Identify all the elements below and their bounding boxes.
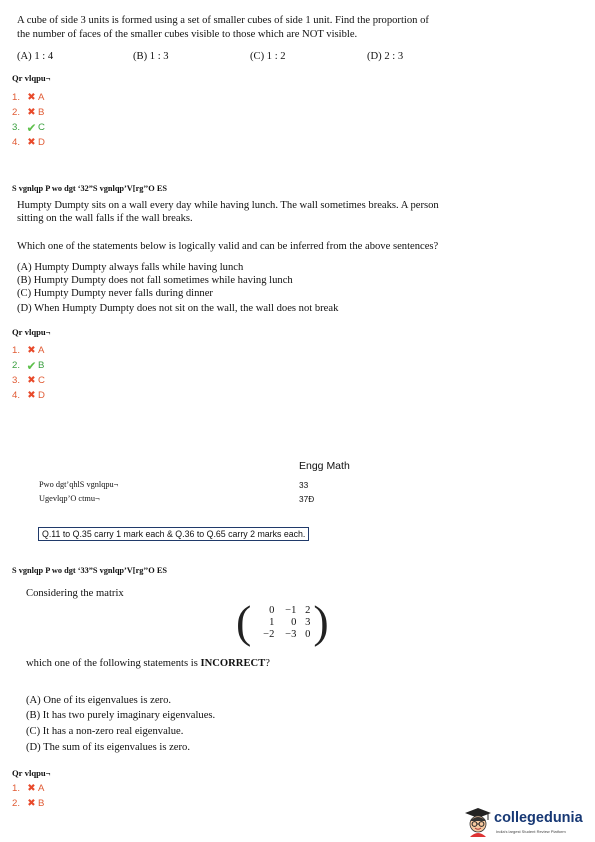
check-icon: ✔ bbox=[26, 358, 37, 373]
q3-question bbox=[26, 657, 270, 670]
q1-answer-row[interactable] bbox=[12, 120, 45, 135]
matrix-cell: 0 bbox=[291, 616, 297, 628]
left-paren: ( bbox=[236, 596, 252, 647]
answer-number: 2. bbox=[12, 798, 21, 809]
q3-answer-heading: Qr vlqpu¬ bbox=[12, 768, 51, 778]
cross-icon: ✖ bbox=[27, 345, 36, 356]
q3-option-b: (B) It has two purely imaginary eigenvalues. bbox=[26, 710, 216, 721]
matrix-cell: 2 bbox=[305, 604, 311, 616]
q2-option-b: (B) Humpty Dumpty does not fall sometimes while having lunch bbox=[17, 275, 293, 286]
q2-answer-row[interactable] bbox=[12, 373, 45, 388]
q3-option-d: (D) The sum of its eigenvalues is zero. bbox=[26, 742, 190, 753]
q2-question: Which one of the statements below is logically valid and can be inferred from the above sentences? bbox=[17, 241, 439, 252]
check-icon: ✔ bbox=[26, 120, 37, 135]
matrix-cell: 0 bbox=[305, 628, 311, 640]
section-row-2-value: 37Đ bbox=[299, 494, 315, 504]
q3-option-c: (C) It has a non-zero real eigenvalue. bbox=[26, 726, 184, 737]
answer-number: 3. bbox=[12, 375, 21, 386]
answer-number: 2. bbox=[12, 107, 21, 118]
answer-label: A bbox=[38, 92, 45, 103]
q1-option-b: (B) 1 : 3 bbox=[133, 51, 169, 62]
q3-answer-row[interactable] bbox=[12, 796, 44, 811]
matrix-cell: 1 bbox=[269, 616, 275, 628]
q2-answer-heading: Qr vlqpu¬ bbox=[12, 327, 51, 337]
q1-answer-row[interactable] bbox=[12, 90, 45, 105]
marks-notice: Q.11 to Q.35 carry 1 mark each & Q.36 to Q.65 carry 2 marks each. bbox=[38, 527, 309, 541]
cross-icon: ✖ bbox=[27, 92, 36, 103]
q1-option-c: (C) 1 : 2 bbox=[250, 51, 286, 62]
q1-option-a: (A) 1 : 4 bbox=[17, 51, 54, 62]
q3-answer-row[interactable] bbox=[12, 781, 44, 796]
q3-intro: Considering the matrix bbox=[26, 588, 124, 599]
matrix-cell: −1 bbox=[285, 604, 297, 616]
cross-icon: ✖ bbox=[27, 137, 36, 148]
matrix-grid bbox=[251, 605, 313, 640]
section-title: Engg Math bbox=[299, 460, 350, 472]
cross-icon: ✖ bbox=[27, 783, 36, 794]
q1-answer-row[interactable] bbox=[12, 105, 45, 120]
answer-number: 1. bbox=[12, 345, 21, 356]
cross-icon: ✖ bbox=[27, 390, 36, 401]
right-paren: ) bbox=[313, 596, 329, 647]
answer-label: A bbox=[38, 783, 45, 794]
logo-wordmark: collegedunia bbox=[494, 810, 583, 826]
q2-option-d: (D) When Humpty Dumpty does not sit on the wall, the wall does not break bbox=[17, 303, 339, 314]
q3-matrix bbox=[236, 596, 329, 647]
q2-answer-row[interactable] bbox=[12, 388, 45, 403]
matrix-cell: −3 bbox=[285, 628, 297, 640]
answer-number: 4. bbox=[12, 137, 21, 148]
q3-question-suffix: ? bbox=[265, 658, 270, 669]
answer-label: C bbox=[38, 122, 45, 133]
q3-option-a: (A) One of its eigenvalues is zero. bbox=[26, 695, 172, 706]
answer-label: A bbox=[38, 345, 45, 356]
cross-icon: ✖ bbox=[27, 798, 36, 809]
cross-icon: ✖ bbox=[27, 375, 36, 386]
q2-passage-line-2: sitting on the wall falls if the wall breaks. bbox=[17, 213, 193, 224]
graduate-avatar-icon bbox=[464, 807, 492, 837]
answer-label: B bbox=[38, 798, 45, 809]
section-row-2-label: Ugevlqp’O ctmu¬ bbox=[39, 494, 100, 503]
answer-label: B bbox=[38, 107, 45, 118]
answer-number: 1. bbox=[12, 92, 21, 103]
q2-option-a: (A) Humpty Dumpty always falls while having lunch bbox=[17, 262, 244, 273]
answer-number: 3. bbox=[12, 122, 21, 133]
q1-text-line-1: A cube of side 3 units is formed using a set of smaller cubes of side 1 unit. Find the proportion of bbox=[17, 15, 429, 26]
logo-tagline: India's largest Student Review Platform bbox=[496, 829, 566, 834]
matrix-cell: −2 bbox=[263, 628, 275, 640]
q2-passage-line-1: Humpty Dumpty sits on a wall every day while having lunch. The wall sometimes breaks. A person bbox=[17, 200, 439, 211]
answer-number: 2. bbox=[12, 360, 21, 371]
answer-label: B bbox=[38, 360, 45, 371]
q1-answer-list bbox=[12, 90, 45, 150]
q2-question-id: S vgnlqp P wo dgt ‘32”S vgnlqp’V[rg’’O ES bbox=[12, 184, 167, 193]
q2-answer-row[interactable] bbox=[12, 343, 45, 358]
q1-answer-row[interactable] bbox=[12, 135, 45, 150]
section-row-1-value: 33 bbox=[299, 480, 309, 490]
answer-label: C bbox=[38, 375, 45, 386]
q2-answer-list bbox=[12, 343, 45, 403]
q3-answer-list bbox=[12, 781, 44, 811]
section-row-1-label: Pwo dgt’qhlS vgnlqpu¬ bbox=[39, 480, 119, 489]
answer-label: D bbox=[38, 390, 45, 401]
q1-answer-heading: Qr vlqpu¬ bbox=[12, 73, 51, 83]
q3-question-emphasis: INCORRECT bbox=[200, 658, 266, 669]
cross-icon: ✖ bbox=[27, 107, 36, 118]
answer-number: 1. bbox=[12, 783, 21, 794]
q1-text-line-2: the number of faces of the smaller cubes visible to those which are NOT visible. bbox=[17, 29, 358, 40]
q3-question-id: S vgnlqp P wo dgt ‘33”S vgnlqp’V[rg’’O ES bbox=[12, 566, 167, 575]
answer-number: 4. bbox=[12, 390, 21, 401]
matrix-cell: 3 bbox=[305, 616, 311, 628]
answer-label: D bbox=[38, 137, 45, 148]
collegedunia-logo[interactable] bbox=[464, 807, 592, 839]
matrix-cell: 0 bbox=[269, 604, 275, 616]
q2-answer-row[interactable] bbox=[12, 358, 45, 373]
q3-question-prefix: which one of the following statements is bbox=[26, 658, 201, 669]
q1-option-d: (D) 2 : 3 bbox=[367, 51, 404, 62]
q2-option-c: (C) Humpty Dumpty never falls during dinner bbox=[17, 288, 213, 299]
